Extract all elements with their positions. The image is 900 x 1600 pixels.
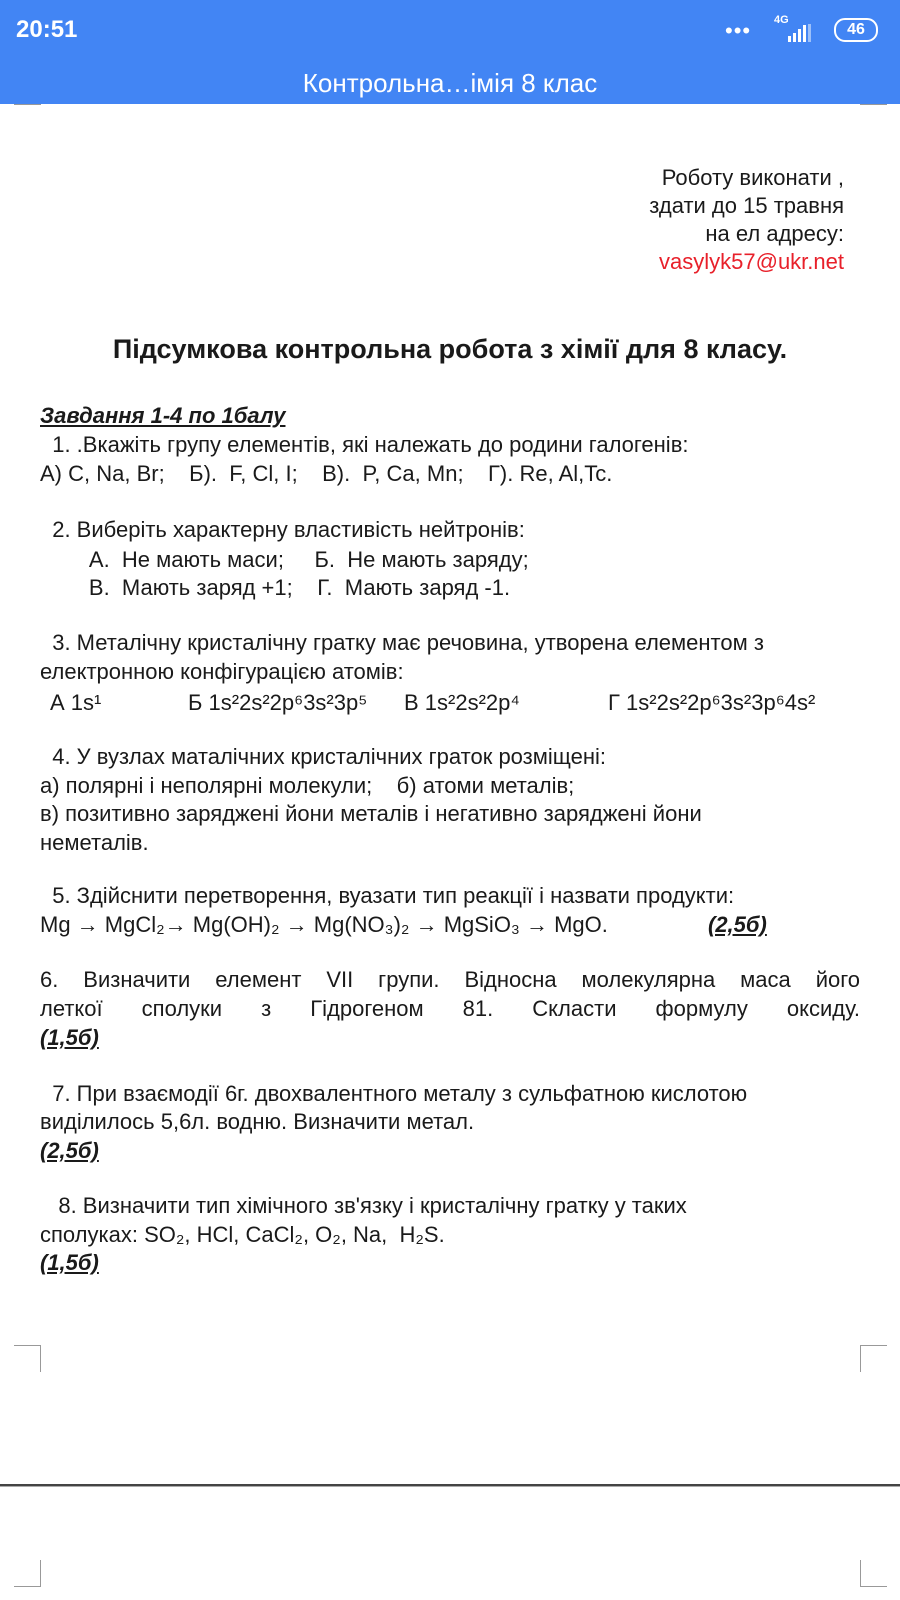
signal-icon xyxy=(778,24,818,42)
question-2-options: А. Не мають маси; Б. Не мають заряду; xyxy=(40,547,529,572)
question-5-score: (2,5б) xyxy=(708,912,767,937)
page-corner-mark xyxy=(14,1560,41,1587)
question-2-options: В. Мають заряд +1; Г. Мають заряд -1. xyxy=(40,575,511,600)
question-6: 6. Визначити елемент VII групи. Відносна молекулярна маса його xyxy=(40,967,860,992)
question-8-score: (1,5б) xyxy=(40,1250,99,1275)
page-corner-mark xyxy=(14,104,41,105)
question-6-score: (1,5б) xyxy=(40,1025,99,1050)
email-link[interactable]: vasylyk57@ukr.net xyxy=(659,249,844,274)
question-3-option-d: Г 1s²2s²2p⁶3s²3p⁶4s² xyxy=(608,690,816,715)
battery-icon: 46 xyxy=(834,18,878,42)
question-3-option-b: Б 1s²2s²2p⁶3s²3p⁵ xyxy=(188,690,368,715)
app-title: Контрольна…імія 8 клас xyxy=(0,62,900,104)
question-2: 2. Виберіть характерну властивість нейтронів: xyxy=(40,517,525,542)
question-4-options: а) полярні і неполярні молекули; б) атоми металів; xyxy=(40,773,575,798)
question-8: сполуках: SO₂, HCl, CaCl₂, O₂, Na, H₂S. xyxy=(40,1222,445,1247)
page-corner-mark xyxy=(860,104,887,105)
clock: 20:51 xyxy=(16,16,78,43)
question-3-option-a: А 1s¹ xyxy=(50,690,102,715)
page-separator xyxy=(0,1484,900,1487)
page-corner-mark xyxy=(14,1345,41,1372)
page-corner-mark xyxy=(860,1560,887,1587)
question-4-options: неметалів. xyxy=(40,830,149,855)
question-7: виділилось 5,6л. водню. Визначити метал. xyxy=(40,1109,475,1134)
status-bar xyxy=(0,0,900,62)
more-notifications-icon: ••• xyxy=(725,18,752,43)
question-7: 7. При взаємодії 6г. двохвалентного металу з сульфатною кислотою xyxy=(40,1081,748,1106)
submission-note: Роботу виконати , здати до 15 травня на ел адресу: vasylyk57@ukr.net xyxy=(649,165,844,274)
question-4-options: в) позитивно заряджені йони металів і негативно заряджені йони xyxy=(40,801,702,826)
document-title: Підсумкова контрольна робота з хімії для 8 класу. xyxy=(112,334,788,364)
question-7-score: (2,5б) xyxy=(40,1138,99,1163)
question-4: 4. У вузлах маталічних кристалічних граток розміщені: xyxy=(40,744,607,769)
question-3: електронною конфігурацією атомів: xyxy=(40,659,404,684)
question-5: 5. Здійснити перетворення, вуазати тип реакції і назвати продукти: xyxy=(40,883,735,908)
page-corner-mark xyxy=(860,1345,887,1372)
question-6: леткої сполуки з Гідрогеном 81. Скласти формулу оксиду. xyxy=(40,996,860,1021)
section-heading: Завдання 1-4 по 1балу xyxy=(40,403,286,428)
network-type: 4G xyxy=(774,14,789,26)
question-1: 1. .Вкажіть групу елементів, які належать до родини галогенів: xyxy=(40,432,689,457)
question-1-options: А) C, Na, Br; Б). F, Cl, I; В). P, Ca, Mn; Г). Re, Al,Tc. xyxy=(40,461,613,486)
question-8: 8. Визначити тип хімічного зв'язку і кристалічну гратку у таких xyxy=(40,1193,687,1218)
question-3-option-c: В 1s²2s²2p⁴ xyxy=(404,690,520,715)
question-3: 3. Металічну кристалічну гратку має речовина, утворена елементом з xyxy=(40,630,764,655)
question-5-chain: Mg → MgCl₂→ Mg(OH)₂ → Mg(NO₃)₂ → MgSiO₃ → MgO. xyxy=(40,912,608,937)
